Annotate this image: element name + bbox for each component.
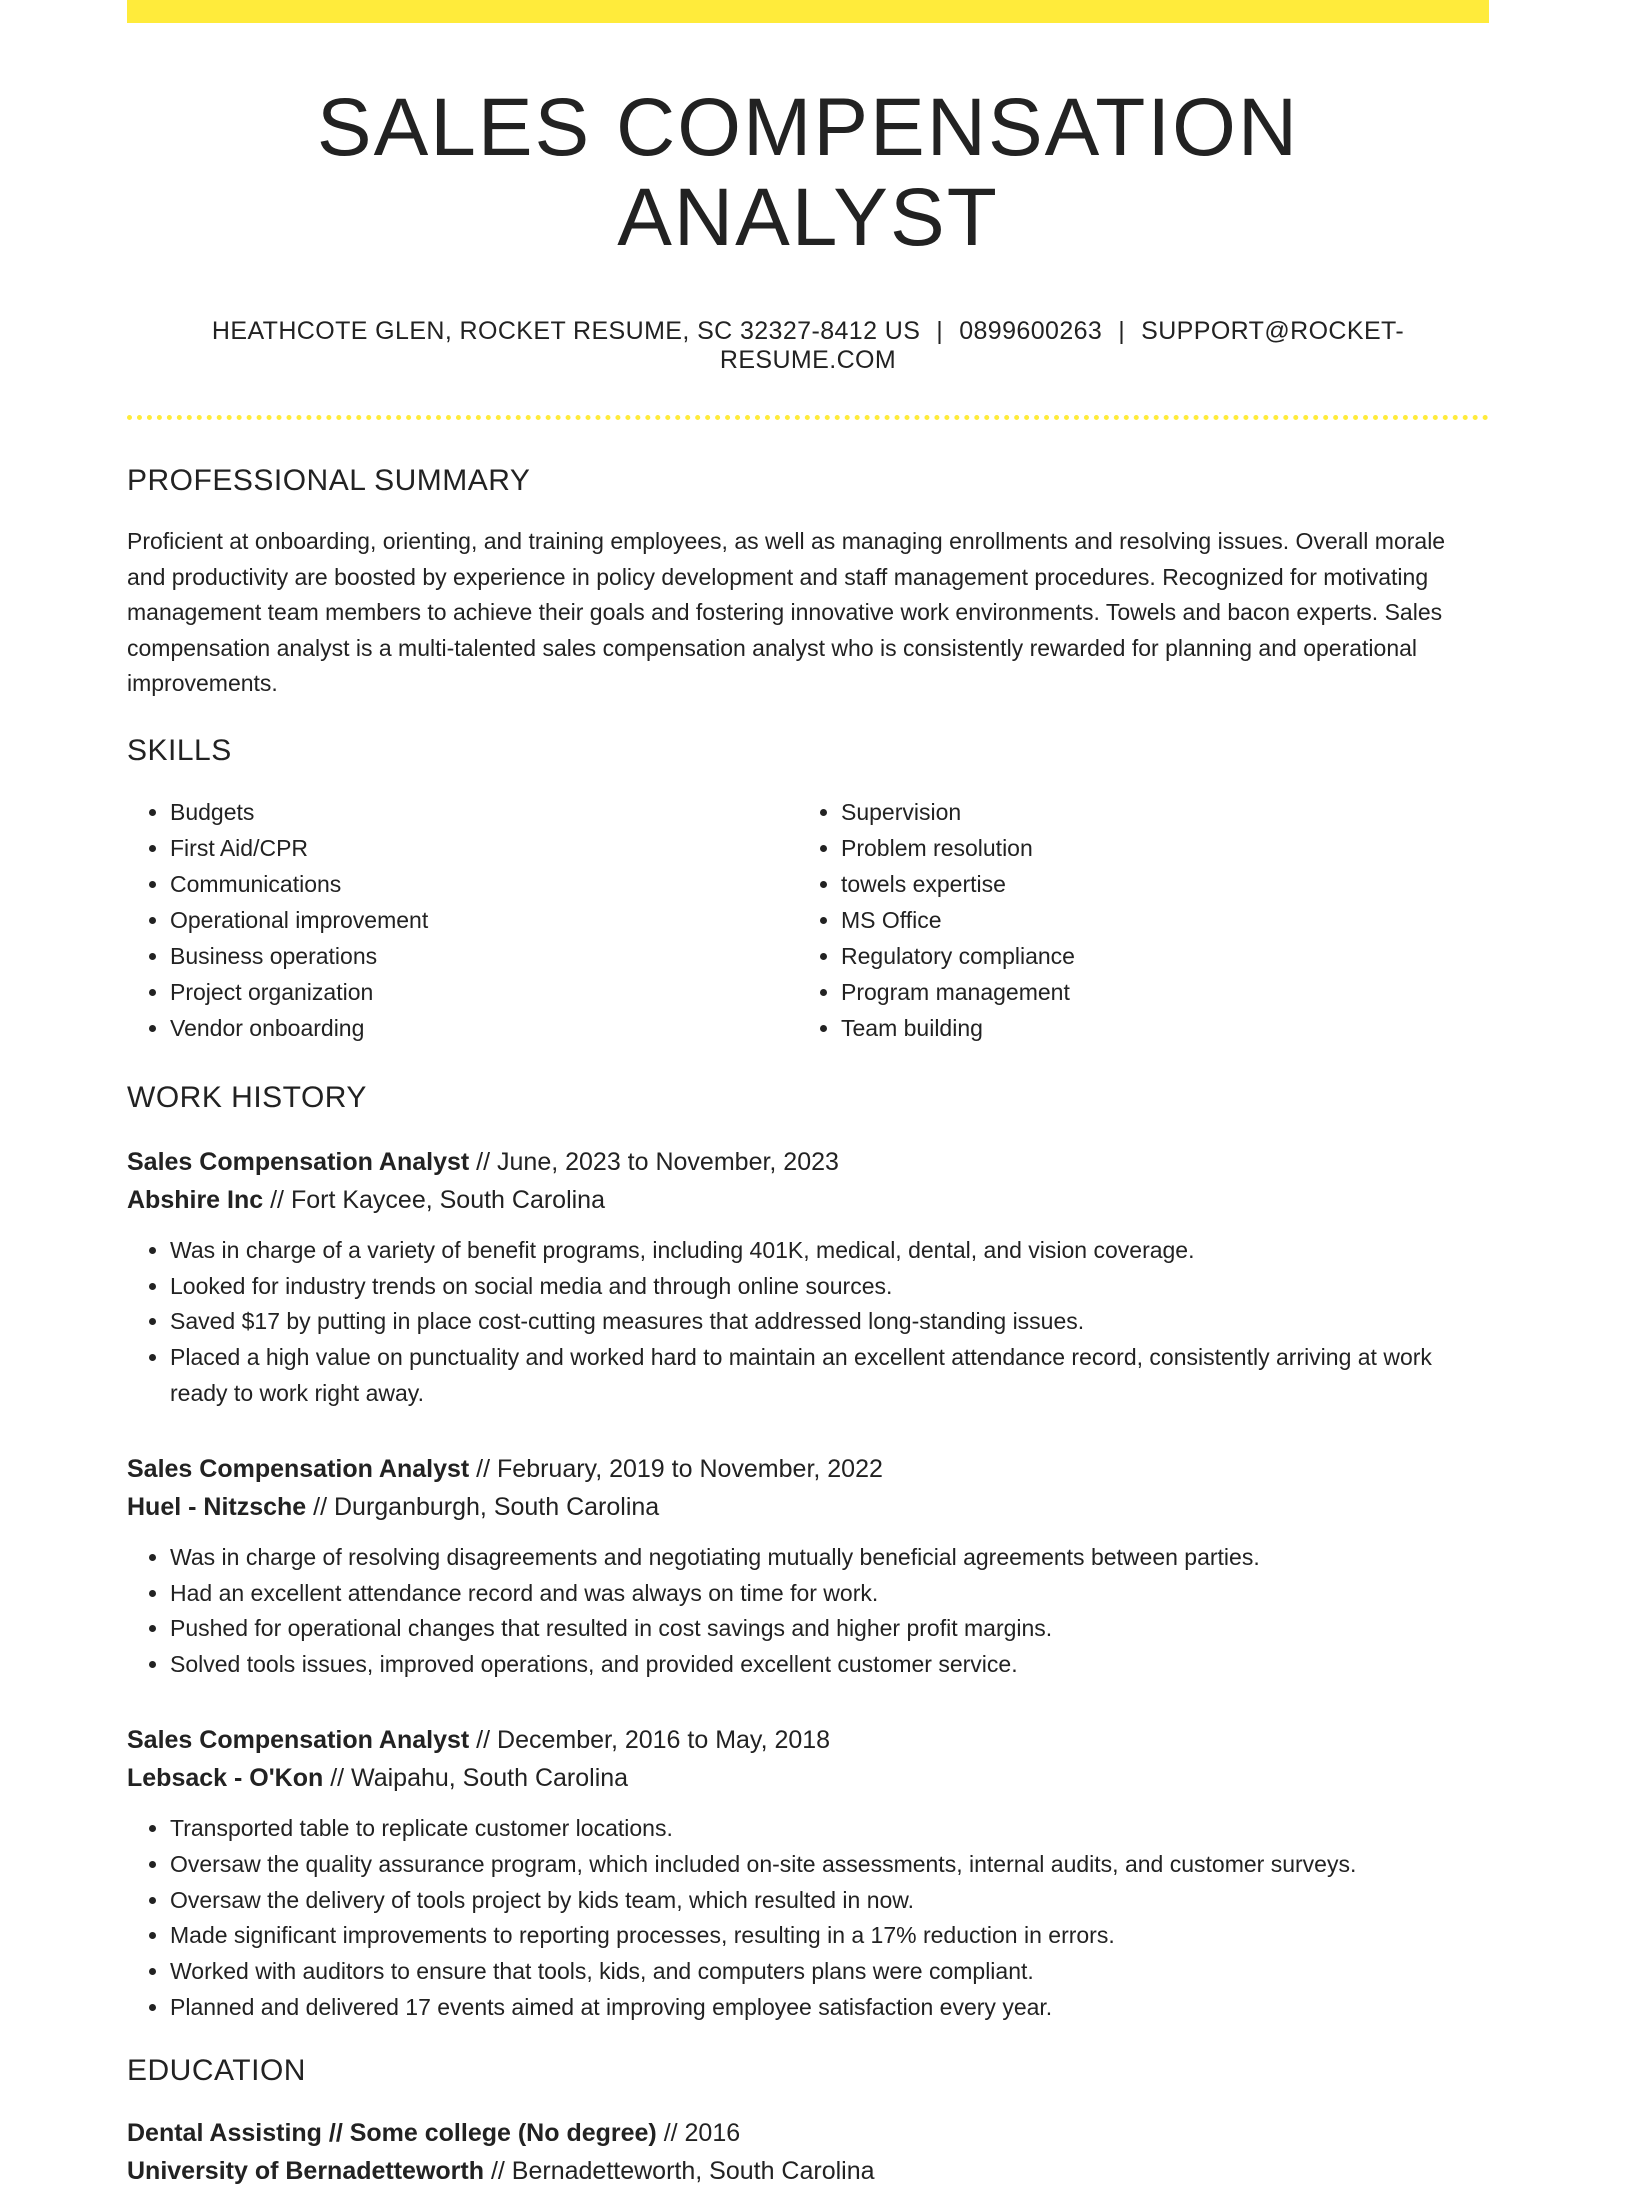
- address: HEATHCOTE GLEN, ROCKET RESUME, SC 32327-8412 US: [211, 317, 921, 346]
- job-bullet: • Saved $17 by putting in place cost-cutting measures that addressed long-standing issues.: [170, 1304, 1489, 1340]
- phone: 0899600263: [959, 317, 1103, 346]
- job-location: // Durganburgh, South Carolina: [306, 1492, 660, 1521]
- education-location: // Bernadetteworth, South Carolina: [484, 2156, 875, 2185]
- job-bullets: [127, 1811, 1489, 2026]
- job-bullet: • Oversaw the quality assurance program, which included on-site assessments, internal audits, and customer surveys.: [170, 1847, 1489, 1883]
- job-dates: // December, 2016 to May, 2018: [469, 1726, 831, 1755]
- work-history-heading: WORK HISTORY: [127, 1080, 367, 1114]
- skill-item: • Regulatory compliance: [841, 938, 1469, 974]
- skill-item: • Team building: [841, 1010, 1469, 1046]
- job-role-line: [127, 1450, 1489, 1488]
- skills-column-left: [127, 794, 798, 1046]
- job-role-line: [127, 1721, 1489, 1759]
- job-bullet: • Solved tools issues, improved operations, and provided excellent customer service.: [170, 1647, 1489, 1683]
- job-entry: [127, 1450, 1489, 1683]
- summary-text: Proficient at onboarding, orienting, and training employees, as well as managing enrollments and resolving issues. Overall morale and productivity are boosted by experience in policy development and staff management procedures. Recognized for motivating management team members to achieve their goals and fostering innovative work environments. Towels and bacon experts. Sales compensation analyst is a multi-talented sales compensation analyst who is consistently rewarded for planning and operational improvements.: [127, 528, 1446, 697]
- job-bullet: • Pushed for operational changes that resulted in cost savings and higher profit margins.: [170, 1611, 1489, 1647]
- contact-separator: |: [936, 317, 944, 346]
- skill-item: • Business operations: [170, 938, 798, 974]
- job-bullet: • Was in charge of a variety of benefit programs, including 401K, medical, dental, and vision coverage.: [170, 1233, 1489, 1269]
- skill-item: • MS Office: [841, 902, 1469, 938]
- job-company-line: [127, 1759, 1489, 1797]
- job-role: Sales Compensation Analyst: [127, 1726, 470, 1755]
- skill-item: • Operational improvement: [170, 902, 798, 938]
- education-school-line: [127, 2152, 1489, 2190]
- job-bullet: • Oversaw the delivery of tools project by kids team, which resulted in now.: [170, 1883, 1489, 1919]
- skills-column-right: [798, 794, 1469, 1046]
- skill-item: • Vendor onboarding: [170, 1010, 798, 1046]
- job-bullet: • Had an excellent attendance record and was always on time for work.: [170, 1576, 1489, 1612]
- job-company: Lebsack - O'Kon: [127, 1764, 324, 1793]
- job-bullets: [127, 1233, 1489, 1412]
- job-company-line: [127, 1181, 1489, 1219]
- job-bullet: • Looked for industry trends on social media and through online sources.: [170, 1269, 1489, 1305]
- education-school: University of Bernadetteworth: [127, 2156, 485, 2185]
- skills-list: [127, 794, 1489, 1046]
- skill-item: • Problem resolution: [841, 830, 1469, 866]
- skill-item: • First Aid/CPR: [170, 830, 798, 866]
- skill-item: • Budgets: [170, 794, 798, 830]
- summary-heading: PROFESSIONAL SUMMARY: [127, 464, 531, 498]
- skill-item: • Program management: [841, 974, 1469, 1010]
- candidate-title: SALES COMPENSATION ANALYST: [316, 82, 1300, 264]
- job-bullet: • Worked with auditors to ensure that tools, kids, and computers plans were compliant.: [170, 1954, 1489, 1990]
- job-bullet: • Made significant improvements to reporting processes, resulting in a 17% reduction in errors.: [170, 1918, 1489, 1954]
- skill-item: • Project organization: [170, 974, 798, 1010]
- job-bullet: • Planned and delivered 17 events aimed at improving employee satisfaction every year.: [170, 1990, 1489, 2026]
- skills-heading: SKILLS: [127, 733, 232, 767]
- job-bullet: • Placed a high value on punctuality and worked hard to maintain an excellent attendance record, consistently arriving at work ready to work right away.: [170, 1340, 1489, 1412]
- email[interactable]: SUPPORT@ROCKET-RESUME.COM: [719, 317, 1405, 375]
- education-entry: [127, 2114, 1489, 2190]
- job-bullets: [127, 1540, 1489, 1683]
- job-role-line: [127, 1143, 1489, 1181]
- job-location: // Waipahu, South Carolina: [323, 1764, 629, 1793]
- education-degree-line: [127, 2114, 1489, 2152]
- accent-bar: [127, 0, 1489, 23]
- skill-item: • Supervision: [841, 794, 1469, 830]
- job-bullet: • Transported table to replicate customer locations.: [170, 1811, 1489, 1847]
- education-degree: Dental Assisting // Some college (No degree): [127, 2118, 657, 2147]
- contact-line: [127, 317, 1489, 375]
- contact-separator: |: [1118, 317, 1126, 346]
- job-role: Sales Compensation Analyst: [127, 1147, 470, 1176]
- job-entry: [127, 1143, 1489, 1412]
- job-company: Abshire Inc: [127, 1185, 264, 1214]
- education-year: // 2016: [656, 2118, 741, 2147]
- resume-page: [127, 0, 1489, 2190]
- job-dates: // February, 2019 to November, 2022: [469, 1454, 883, 1483]
- job-role: Sales Compensation Analyst: [127, 1454, 470, 1483]
- job-bullet: • Was in charge of resolving disagreements and negotiating mutually beneficial agreements between parties.: [170, 1540, 1489, 1576]
- skill-item: • Communications: [170, 866, 798, 902]
- skill-item: • towels expertise: [841, 866, 1469, 902]
- job-entry: [127, 1721, 1489, 2026]
- job-company: Huel - Nitzsche: [127, 1492, 307, 1521]
- job-location: // Fort Kaycee, South Carolina: [263, 1185, 605, 1214]
- education-heading: EDUCATION: [127, 2053, 306, 2087]
- job-company-line: [127, 1488, 1489, 1526]
- job-dates: // June, 2023 to November, 2023: [469, 1147, 839, 1176]
- dotted-divider: [127, 415, 1489, 420]
